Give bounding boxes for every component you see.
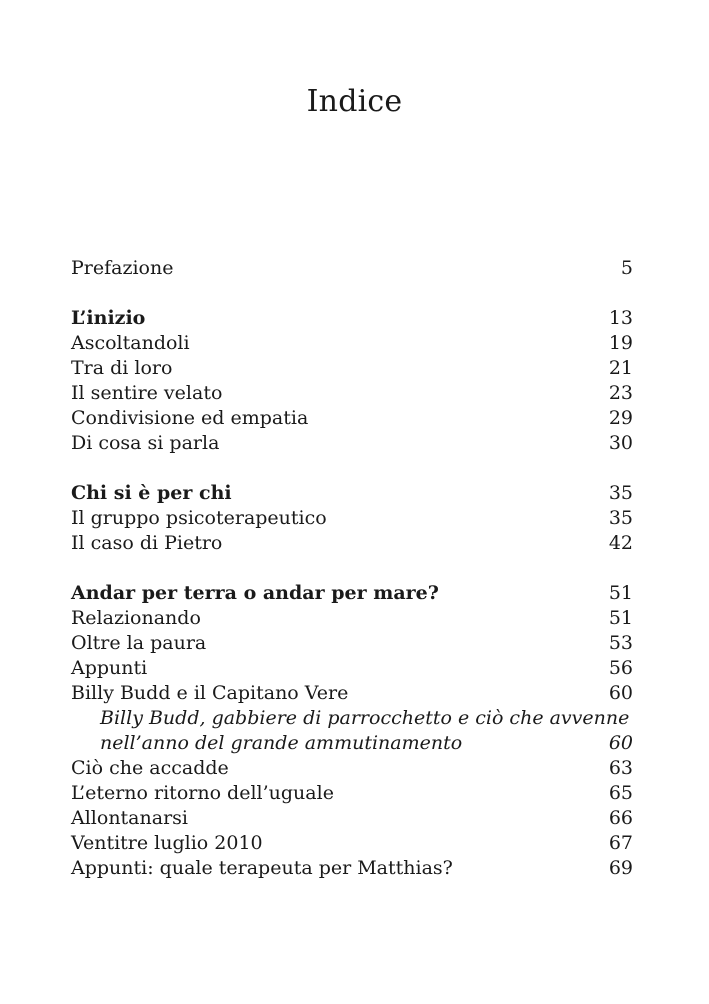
toc-entry-page: 5: [620, 257, 633, 279]
toc-entry-page: 69: [608, 857, 633, 879]
table-of-contents: [71, 256, 633, 881]
toc-entry-page: 35: [608, 507, 633, 529]
toc-entry-title: Billy Budd e il Capitano Vere: [71, 682, 349, 704]
toc-entry: [71, 606, 633, 631]
toc-entry-page: 60: [608, 682, 633, 704]
toc-entry-title: Allontanarsi: [71, 807, 188, 829]
toc-entry-page: 60: [608, 732, 633, 754]
toc-entry: [71, 756, 633, 781]
toc-entry-title: Chi si è per chi: [71, 482, 232, 504]
toc-entry: [71, 431, 633, 456]
toc-entry-title: Appunti: [71, 657, 148, 679]
toc-entry-title: Il sentire velato: [71, 382, 223, 404]
toc-entry-title: Andar per terra o andar per mare?: [71, 582, 439, 604]
toc-entry-page: 51: [608, 582, 633, 604]
toc-entry-page: 19: [608, 332, 633, 354]
toc-entry: [71, 806, 633, 831]
toc-entry-page: 53: [608, 632, 633, 654]
toc-entry-page: 67: [608, 832, 633, 854]
toc-entry-page: 23: [608, 382, 633, 404]
toc-entry-title: Relazionando: [71, 607, 201, 629]
toc-entry-title: Ciò che accadde: [71, 757, 229, 779]
toc-entry: [71, 356, 633, 381]
toc-entry-title: Prefazione: [71, 257, 174, 279]
toc-entry-page: 13: [608, 307, 633, 329]
toc-section-heading: [71, 481, 633, 506]
toc-entry-title: Billy Budd, gabbiere di parrocchetto e ciò che avvenne: [100, 707, 630, 729]
toc-entry-page: 66: [608, 807, 633, 829]
page-title: Indice: [306, 84, 403, 119]
toc-entry-title: Il caso di Pietro: [71, 532, 223, 554]
toc-entry-title: L’eterno ritorno dell’uguale: [71, 782, 334, 804]
toc-subentry: [71, 706, 633, 731]
toc-section-heading: [71, 581, 633, 606]
toc-entry: [71, 656, 633, 681]
toc-entry: [71, 681, 633, 706]
toc-entry-title: L’inizio: [71, 307, 146, 329]
toc-entry-prefazione: [71, 256, 633, 281]
toc-entry-title: Appunti: quale terapeuta per Matthias?: [71, 857, 453, 879]
toc-entry: [71, 631, 633, 656]
toc-entry-page: 35: [608, 482, 633, 504]
toc-entry-title: Condivisione ed empatia: [71, 407, 309, 429]
toc-section-heading: [71, 306, 633, 331]
toc-entry: [71, 531, 633, 556]
toc-entry-title: Ventitre luglio 2010: [71, 832, 263, 854]
toc-entry: [71, 781, 633, 806]
toc-entry: [71, 331, 633, 356]
toc-entry-page: 42: [608, 532, 633, 554]
toc-entry-page: 56: [608, 657, 633, 679]
toc-subentry: [71, 731, 633, 756]
toc-entry-page: 65: [608, 782, 633, 804]
toc-entry-title: Di cosa si parla: [71, 432, 220, 454]
toc-entry: [71, 381, 633, 406]
toc-entry-title: Il gruppo psicoterapeutico: [71, 507, 327, 529]
toc-entry-title: Oltre la paura: [71, 632, 207, 654]
toc-entry-page: 51: [608, 607, 633, 629]
toc-entry-page: 29: [608, 407, 633, 429]
toc-entry-page: 21: [608, 357, 633, 379]
toc-entry: [71, 406, 633, 431]
toc-entry-page: 30: [608, 432, 633, 454]
toc-entry-title: Ascoltandoli: [71, 332, 190, 354]
toc-entry-title: Tra di loro: [71, 357, 173, 379]
toc-entry-title: nell’anno del grande ammutinamento: [100, 732, 463, 754]
toc-entry: [71, 506, 633, 531]
toc-entry-page: 63: [608, 757, 633, 779]
toc-entry: [71, 856, 633, 881]
toc-entry: [71, 831, 633, 856]
